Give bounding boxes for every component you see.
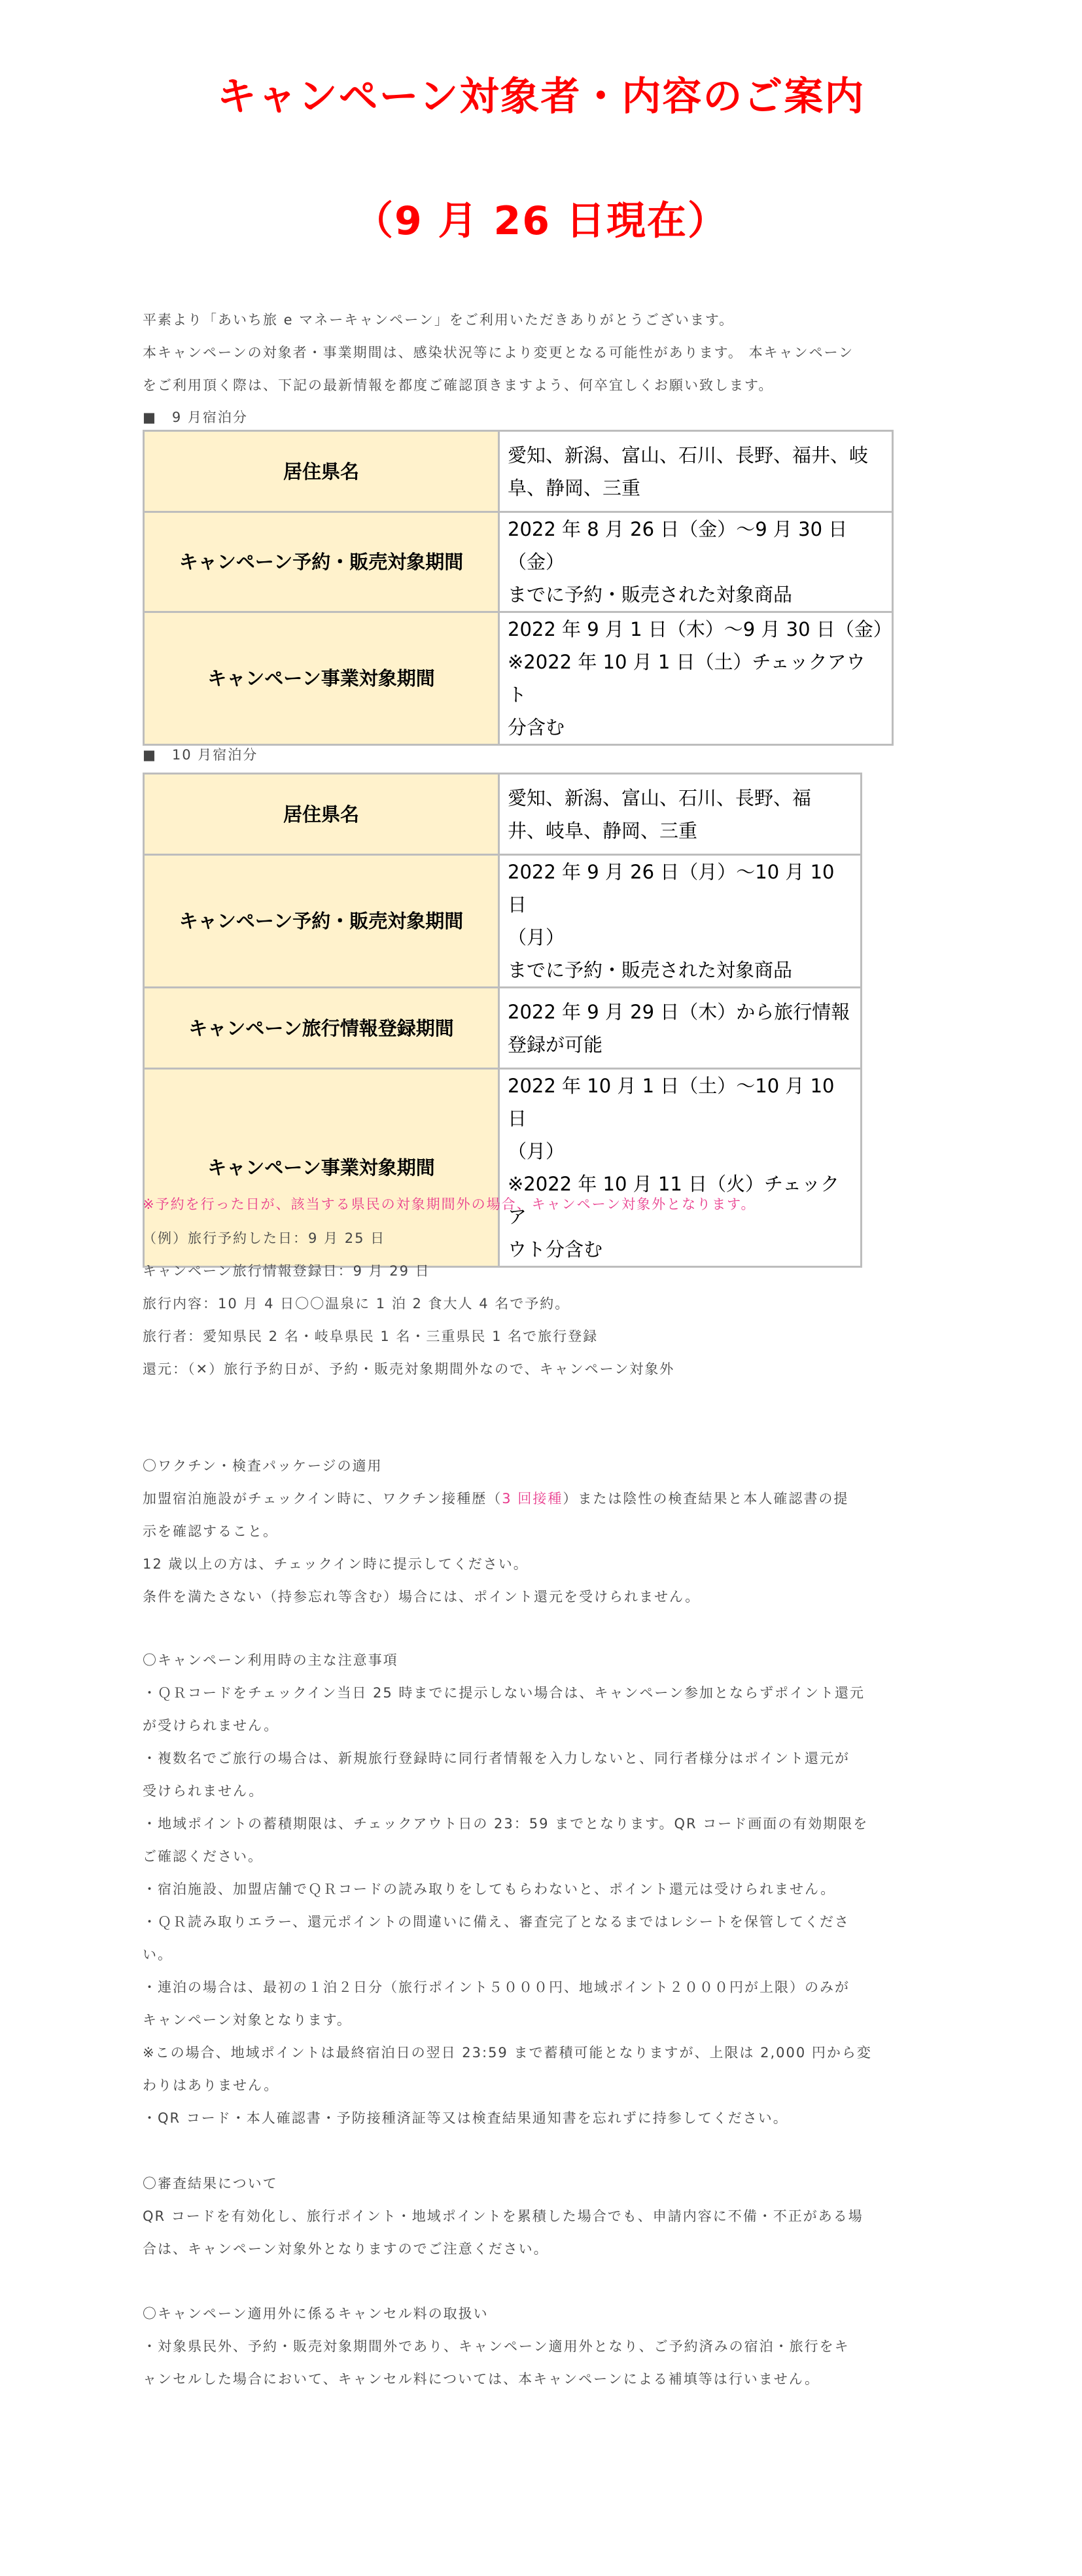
value-line: 2022 年 10 月 1 日（土）〜10 月 10 日 <box>508 1075 835 1130</box>
vaccine-text: ）または陰性の検査結果と本人確認書の提 <box>563 1491 849 1506</box>
vaccine-line <box>143 1482 954 1515</box>
page-subtitle-date: （9 月 26 日現在） <box>354 198 728 244</box>
row-header: 居住県名 <box>144 774 499 855</box>
cancel-section <box>143 2297 954 2395</box>
value-line: （月） <box>508 1140 565 1162</box>
example-line: 旅行者：愛知県民 2 名・岐阜県民 1 名・三重県民 1 名で旅行登録 <box>143 1329 599 1344</box>
value-line: ※2022 年 10 月 1 日（土）チェックアウト <box>508 651 865 706</box>
table-row <box>144 855 862 988</box>
page-title: キャンペーン対象者・内容のご案内 <box>217 74 865 120</box>
example-block <box>143 1222 954 1385</box>
caution-line: ・宿泊施設、加盟店舗でＱＲコードの読み取りをしてもらわないと、ポイント還元は受けられません。 <box>143 1881 836 1897</box>
row-value <box>499 774 862 855</box>
section-heading: 〇ワクチン・検査パッケージの適用 <box>143 1458 383 1474</box>
row-header: キャンペーン旅行情報登録期間 <box>144 988 499 1069</box>
section-heading: 〇キャンペーン適用外に係るキャンセル料の取扱い <box>143 2306 489 2322</box>
cautions-section <box>143 1644 954 2134</box>
table-row <box>144 431 893 512</box>
value-line: 愛知、新潟、富山、石川、長野、福 <box>508 786 812 809</box>
row-value <box>499 431 893 512</box>
table-row <box>144 612 893 745</box>
cancel-line: ャンセルした場合において、キャンセル料については、本キャンペーンによる補填等は行いません。 <box>143 2371 820 2387</box>
vaccine-line: 示を確認すること。 <box>143 1523 278 1539</box>
review-line: 合は、キャンペーン対象外となりますのでご注意ください。 <box>143 2241 549 2257</box>
row-header: 居住県名 <box>144 431 499 512</box>
vaccine-section <box>143 1450 954 1613</box>
vaccine-line: 12 歳以上の方は、チェックイン時に提示してください。 <box>143 1556 529 1572</box>
intro-line: 平素より「あいち旅 e マネーキャンペーン」をご利用いただきありがとうございます。 <box>143 312 735 328</box>
row-header: キャンペーン事業対象期間 <box>144 1069 499 1267</box>
row-value <box>499 612 893 745</box>
caution-line: ・地域ポイントの蓄積期限は、チェックアウト日の 23：59 までとなります。QR コード画面の有効期限を <box>143 1816 869 1832</box>
value-line: 登録が可能 <box>508 1033 603 1056</box>
vaccine-text: 加盟宿泊施設がチェックイン時に、ワクチン接種歴（ <box>143 1491 502 1506</box>
value-line: までに予約・販売された対象商品 <box>508 959 793 981</box>
value-line: までに予約・販売された対象商品 <box>508 583 793 606</box>
september-label: ■ 9 月宿泊分 <box>143 409 248 425</box>
intro-paragraph <box>143 304 954 402</box>
value-line: 愛知、新潟、富山、石川、長野、福井、岐 <box>508 444 869 466</box>
example-line: キャンペーン旅行情報登録日：9 月 29 日 <box>143 1263 430 1279</box>
intro-line: 本キャンペーンの対象者・事業期間は、感染状況等により変更となる可能性があります。 本キャンペーン <box>143 345 854 360</box>
value-line: 2022 年 9 月 26 日（月）〜10 月 10 日 <box>508 861 835 916</box>
intro-line: をご利用頂く際は、下記の最新情報を都度ご確認頂きますよう、何卒宜しくお願い致します。 <box>143 377 774 393</box>
table-row <box>144 774 862 855</box>
value-line: 2022 年 8 月 26 日（金）〜9 月 30 日（金） <box>508 518 848 573</box>
value-line: 2022 年 9 月 1 日（木）〜9 月 30 日（金） <box>508 618 892 640</box>
caution-line: ※この場合、地域ポイントは最終宿泊日の翌日 23:59 まで蓄積可能となりますが、上限は 2,000 円から変 <box>143 2045 872 2061</box>
vaccine-line: 条件を満たさない（持参忘れ等含む）場合には、ポイント還元を受けられません。 <box>143 1589 701 1605</box>
out-of-period-warning: ※予約を行った日が、該当する県民の対象期間外の場合、キャンペーン対象外となります。 <box>143 1196 756 1212</box>
caution-line: ・連泊の場合は、最初の１泊２日分（旅行ポイント５０００円、地域ポイント２０００円が上限）のみが <box>143 1979 850 1995</box>
review-line: QR コードを有効化し、旅行ポイント・地域ポイントを累積した場合でも、申請内容に不備・不正がある場 <box>143 2208 864 2224</box>
row-value <box>499 855 862 988</box>
row-value <box>499 988 862 1069</box>
value-line: 井、岐阜、静岡、三重 <box>508 819 698 842</box>
row-header: キャンペーン予約・販売対象期間 <box>144 855 499 988</box>
row-header: キャンペーン予約・販売対象期間 <box>144 512 499 612</box>
value-line: 分含む <box>508 716 565 739</box>
caution-line: ・ＱＲコードをチェックイン当日 25 時までに提示しない場合は、キャンペーン参加とならずポイント還元 <box>143 1685 865 1701</box>
example-line: 還元：（✕）旅行予約日が、予約・販売対象期間外なので、キャンペーン対象外 <box>143 1361 675 1377</box>
october-label: ■ 10 月宿泊分 <box>143 747 258 763</box>
caution-line: が受けられません。 <box>143 1718 279 1733</box>
example-line: （例）旅行予約した日：9 月 25 日 <box>143 1230 386 1246</box>
value-line: （月） <box>508 926 565 949</box>
caution-line: ・QR コード・本人確認書・予防接種済証等又は検査結果通知書を忘れずに持参してください。 <box>143 2110 788 2126</box>
cancel-line: ・対象県民外、予約・販売対象期間外であり、キャンペーン適用外となり、ご予約済みの宿泊・旅行をキ <box>143 2339 850 2354</box>
table-row <box>144 512 893 612</box>
review-section <box>143 2167 954 2265</box>
table-row <box>144 988 862 1069</box>
row-value <box>499 512 893 612</box>
value-line: 阜、静岡、三重 <box>508 476 641 499</box>
caution-line: ご確認ください。 <box>143 1849 263 1864</box>
value-line: ウト分含む <box>508 1238 603 1261</box>
value-line: ※2022 年 10 月 11 日（火）チェックア <box>508 1173 840 1228</box>
september-table <box>143 430 894 746</box>
section-heading: 〇キャンペーン利用時の主な注意事項 <box>143 1652 398 1668</box>
three-doses-highlight: 3 回接種 <box>502 1491 563 1506</box>
example-line: 旅行内容：10 月 4 日〇〇温泉に 1 泊 2 食大人 4 名で予約。 <box>143 1296 570 1312</box>
caution-line: ・ＱＲ読み取りエラー、還元ポイントの間違いに備え、審査完了となるまではレシートを保管してくださ <box>143 1914 850 1930</box>
caution-line: ・複数名でご旅行の場合は、新規旅行登録時に同行者情報を入力しないと、同行者様分はポイント還元が <box>143 1750 850 1766</box>
caution-line: キャンペーン対象となります。 <box>143 2012 352 2028</box>
row-header: キャンペーン事業対象期間 <box>144 612 499 745</box>
value-line: 2022 年 9 月 29 日（木）から旅行情報 <box>508 1000 850 1023</box>
caution-line: い。 <box>143 1947 173 1962</box>
section-heading: 〇審査結果について <box>143 2176 278 2191</box>
caution-line: わりはありません。 <box>143 2078 279 2093</box>
caution-line: 受けられません。 <box>143 1783 264 1799</box>
